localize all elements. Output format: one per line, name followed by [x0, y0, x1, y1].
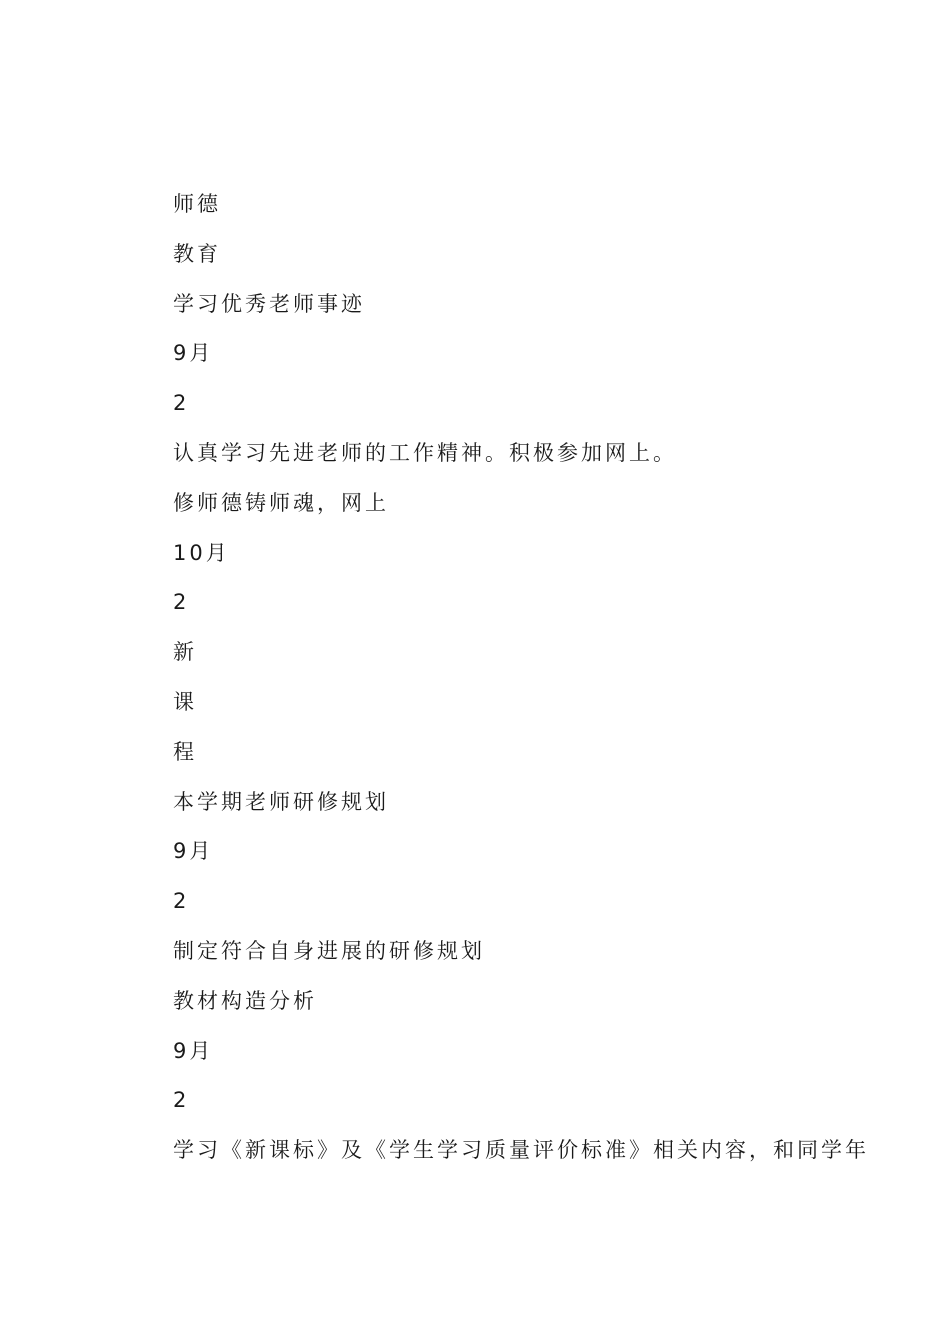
- text-line: 制定符合自身进展的研修规划: [173, 938, 485, 963]
- text-line: 认真学习先进老师的工作精神。积极参加网上。: [173, 440, 677, 465]
- text-line: 2: [173, 889, 190, 914]
- text-line: 9月: [173, 1038, 214, 1063]
- text-line: 10月: [173, 540, 230, 565]
- text-line: 师德: [173, 192, 221, 216]
- text-line: 教育: [173, 241, 221, 266]
- text-line: 教材构造分析: [173, 988, 317, 1013]
- text-line: 新: [173, 640, 197, 665]
- text-line: 2: [173, 590, 190, 615]
- text-line: 9月: [173, 839, 214, 864]
- text-line: 本学期老师研修规划: [173, 789, 389, 814]
- text-line: 学习优秀老师事迹: [173, 291, 365, 316]
- text-line: 程: [173, 739, 197, 764]
- document-body: [173, 188, 873, 1184]
- text-line: 修师德铸师魂，网上: [173, 490, 389, 515]
- text-line: 2: [173, 1088, 190, 1113]
- text-line: 学习《新课标》及《学生学习质量评价标准》相关内容，和同学年: [173, 1138, 869, 1163]
- text-line: 2: [173, 391, 190, 416]
- text-line: 课: [173, 689, 197, 714]
- text-line: 9月: [173, 341, 214, 366]
